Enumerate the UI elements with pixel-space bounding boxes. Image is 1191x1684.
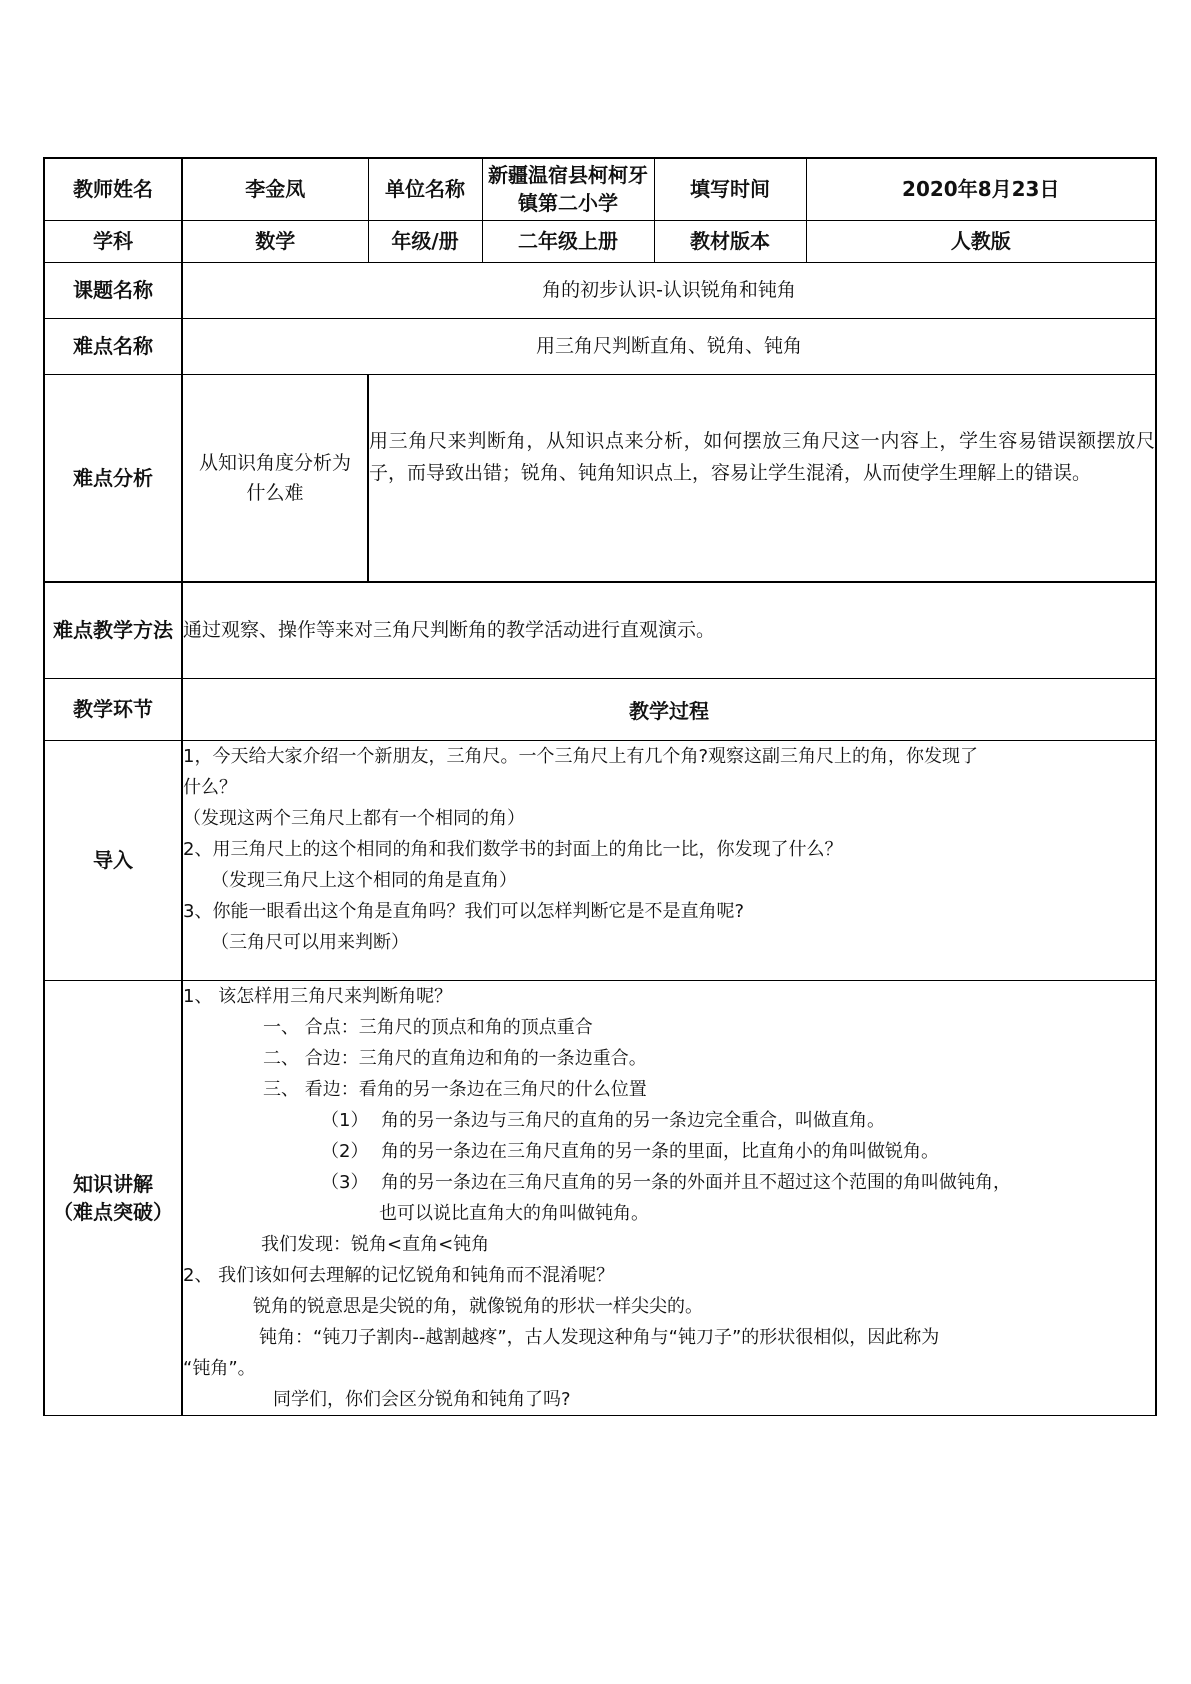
knowledge-closing-question: 同学们，你们会区分锐角和钝角了吗? — [273, 1388, 571, 1410]
analysis-subheading-line1: 从知识角度分析为 — [198, 451, 351, 474]
grade-label: 年级/册 — [368, 220, 482, 262]
analysis-text: 用三角尺来判断角，从知识点来分析，如何摆放三角尺这一内容上，学生容易错误额摆放尺子，而导致出错；锐角、钝角知识点上，容易让学生混淆，从而使学生理解上的错误。 — [368, 374, 1156, 582]
analysis-label: 难点分析 — [44, 374, 182, 582]
teacher-label: 教师姓名 — [44, 158, 182, 220]
knowledge-obtuse-explanation-continued: “钝角”。 — [183, 1357, 256, 1379]
knowledge-question-1: 1、 该怎样用三角尺来判断角呢？ — [183, 985, 453, 1007]
knowledge-step-3: 三、 看边：看角的另一条边在三角尺的什么位置 — [263, 1078, 647, 1100]
subject-value: 数学 — [182, 220, 368, 262]
teacher-name: 李金凤 — [182, 158, 368, 220]
grade-value: 二年级上册 — [482, 220, 654, 262]
process-header-row — [44, 678, 1156, 740]
edition-label: 教材版本 — [654, 220, 806, 262]
intro-row — [44, 740, 1156, 980]
analysis-row — [44, 374, 1156, 582]
case-1-text: 角的另一条边与三角尺的直角的另一条边完全重合，叫做直角。 — [381, 1109, 885, 1131]
method-text: 通过观察、操作等来对三角尺判断角的教学活动进行直观演示。 — [182, 582, 1156, 678]
knowledge-label-line1: 知识讲解 — [73, 1171, 153, 1196]
intro-line-3: （发现这两个三角尺上都有一个相同的角） — [183, 807, 525, 829]
case-2-text: 角的另一条边在三角尺直角的另一条的里面，比直角小的角叫做锐角。 — [381, 1140, 939, 1162]
knowledge-finding: 我们发现：锐角<直角<钝角 — [261, 1233, 490, 1255]
header-row-1 — [44, 158, 1156, 220]
knowledge-acute-explanation: 锐角的锐意思是尖锐的角，就像锐角的形状一样尖尖的。 — [253, 1295, 703, 1317]
subject-label: 学科 — [44, 220, 182, 262]
process-section-label: 教学环节 — [44, 678, 182, 740]
case-2-number: （2） — [321, 1140, 369, 1162]
knowledge-question-2: 2、 我们该如何去理解的记忆锐角和钝角而不混淆呢？ — [183, 1264, 615, 1286]
header-row-2 — [44, 220, 1156, 262]
topic-row — [44, 262, 1156, 318]
knowledge-row — [44, 980, 1156, 1415]
process-heading: 教学过程 — [182, 678, 1156, 740]
intro-line-7: （三角尺可以用来判断） — [211, 931, 409, 953]
difficulty-row — [44, 318, 1156, 374]
intro-line-4: 2、用三角尺上的这个相同的角和我们数学书的封面上的角比一比，你发现了什么？ — [183, 838, 843, 860]
analysis-subheading-line2: 什么难 — [246, 481, 304, 504]
difficulty-label: 难点名称 — [44, 318, 182, 374]
knowledge-case-2 — [183, 1136, 1155, 1167]
difficulty-value: 用三角尺判断直角、锐角、钝角 — [182, 318, 1156, 374]
knowledge-case-3-continued: 也可以说比直角大的角叫做钝角。 — [379, 1202, 649, 1224]
knowledge-case-1 — [183, 1105, 1155, 1136]
unit-label: 单位名称 — [368, 158, 482, 220]
knowledge-label — [44, 980, 182, 1415]
case-1-number: （1） — [321, 1109, 369, 1131]
knowledge-label-line2: （难点突破） — [53, 1199, 173, 1224]
intro-line-5: （发现三角尺上这个相同的角是直角） — [211, 869, 517, 891]
unit-name — [482, 158, 654, 220]
date-label: 填写时间 — [654, 158, 806, 220]
lesson-plan-table — [43, 157, 1157, 1416]
intro-content — [182, 740, 1156, 980]
date-value: 2020年8月23日 — [806, 158, 1156, 220]
knowledge-step-2: 二、 合边：三角尺的直角边和角的一条边重合。 — [263, 1047, 647, 1069]
intro-line-6: 3、你能一眼看出这个角是直角吗？我们可以怎样判断它是不是直角呢? — [183, 900, 745, 922]
method-row — [44, 582, 1156, 678]
intro-label: 导入 — [44, 740, 182, 980]
unit-name-line1: 新疆温宿县柯柯牙 — [488, 163, 648, 188]
intro-line-2: 什么？ — [183, 776, 237, 798]
case-3-number: （3） — [321, 1171, 369, 1193]
edition-value: 人教版 — [806, 220, 1156, 262]
knowledge-case-3 — [183, 1167, 1155, 1198]
method-label: 难点教学方法 — [44, 582, 182, 678]
knowledge-step-1: 一、 合点：三角尺的顶点和角的顶点重合 — [263, 1016, 593, 1038]
knowledge-content — [182, 980, 1156, 1415]
topic-label: 课题名称 — [44, 262, 182, 318]
topic-value: 角的初步认识-认识锐角和钝角 — [182, 262, 1156, 318]
knowledge-obtuse-explanation: 钝角：“钝刀子割肉--越割越疼”，古人发现这种角与“钝刀子”的形状很相似，因此称为 — [259, 1326, 940, 1348]
analysis-subheading — [182, 374, 368, 582]
intro-line-1: 1，今天给大家介绍一个新朋友，三角尺。一个三角尺上有几个角?观察这副三角尺上的角，你发现了 — [183, 745, 979, 767]
unit-name-line2: 镇第二小学 — [518, 191, 618, 216]
case-3-text: 角的另一条边在三角尺直角的另一条的外面并且不超过这个范围的角叫做钝角， — [381, 1171, 1011, 1193]
